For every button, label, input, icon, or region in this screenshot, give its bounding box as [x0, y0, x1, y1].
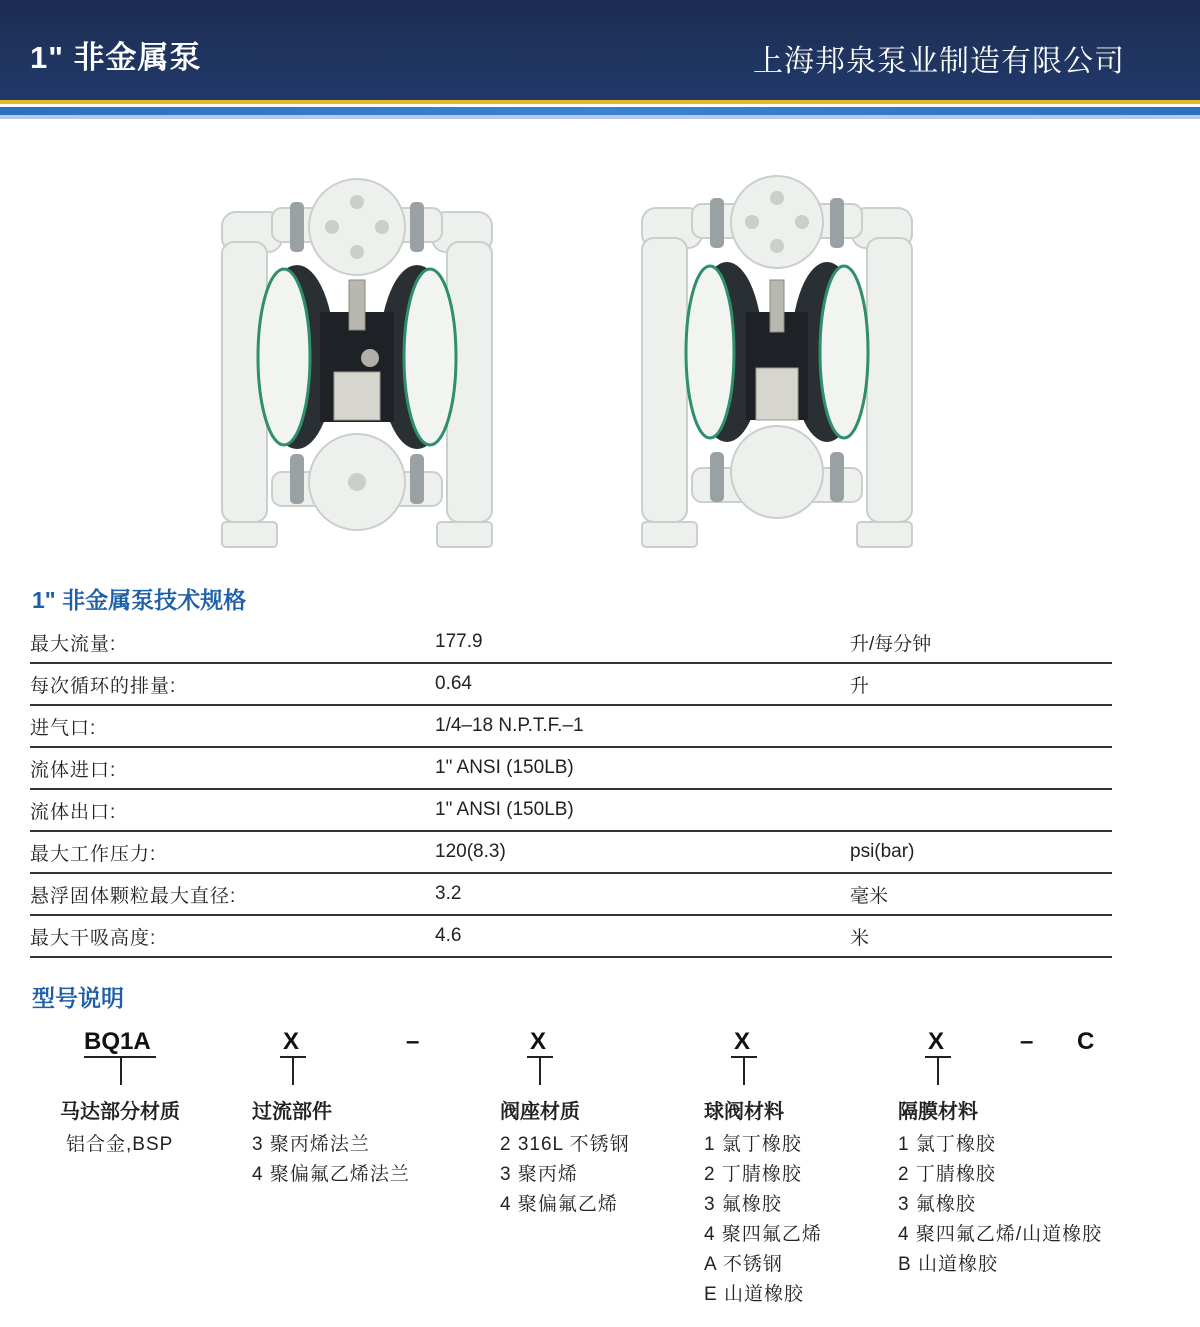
connector-line: [539, 1057, 541, 1085]
table-row: [30, 747, 1112, 789]
spec-label: 悬浮固体颗粒最大直径:: [30, 873, 435, 915]
connector-line: [120, 1057, 122, 1085]
list-item: 2 丁腈橡胶: [704, 1164, 802, 1185]
ball-valve-heading: 球阀材料: [704, 1101, 784, 1123]
company-name: 上海邦泉泵业制造有限公司: [753, 45, 1125, 78]
header-stripe-blue: [0, 107, 1200, 115]
table-row: [30, 789, 1112, 831]
spec-unit: [850, 705, 1112, 747]
list-item: 2 丁腈橡胶: [898, 1164, 996, 1185]
spec-value: 0.64: [435, 663, 850, 705]
spec-unit: psi(bar): [850, 831, 1112, 873]
list-item: 3 氟橡胶: [704, 1194, 782, 1215]
spec-unit: 升: [850, 663, 1112, 705]
model-code-x1: X: [283, 1028, 300, 1055]
spec-label: 最大干吸高度:: [30, 915, 435, 957]
header-title: 1" 非金属泵: [30, 40, 202, 75]
spec-label: 流体进口:: [30, 747, 435, 789]
spec-label: 流体出口:: [30, 789, 435, 831]
list-item: 4 聚偏氟乙烯: [500, 1194, 618, 1215]
connector-line: [292, 1057, 294, 1085]
valve-seat-heading: 阀座材质: [500, 1101, 580, 1123]
list-item: 3 聚丙烯法兰: [252, 1134, 370, 1155]
model-code-dash2: –: [1020, 1028, 1034, 1055]
diaphragm-heading: 隔膜材料: [898, 1101, 978, 1123]
table-row: [30, 663, 1112, 705]
model-code-x3: X: [734, 1028, 751, 1055]
spec-unit: 升/每分钟: [850, 622, 1112, 663]
diaphragm-options: [898, 1130, 1102, 1280]
list-item: 1 氯丁橡胶: [898, 1134, 996, 1155]
header-banner: [0, 0, 1200, 100]
model-code-x4: X: [928, 1028, 945, 1055]
valve-seat-options: [500, 1130, 630, 1220]
specs-title: 1" 非金属泵技术规格: [32, 587, 247, 613]
connector-line: [743, 1057, 745, 1085]
list-item: 2 316L 不锈钢: [500, 1134, 630, 1155]
motor-material-options: [66, 1130, 173, 1160]
spec-label: 最大工作压力:: [30, 831, 435, 873]
pump-image-front: [212, 172, 502, 552]
motor-material-heading: 马达部分材质: [60, 1101, 180, 1123]
spec-label: 进气口:: [30, 705, 435, 747]
header-stripe-light: [0, 115, 1200, 119]
model-code-prefix-bold: BQ: [84, 1028, 120, 1055]
list-item: 3 氟橡胶: [898, 1194, 976, 1215]
list-item: 4 聚四氟乙烯/山道橡胶: [898, 1224, 1103, 1245]
spec-unit: 米: [850, 915, 1112, 957]
spec-value: 1" ANSI (150LB): [435, 747, 850, 789]
model-title: 型号说明: [32, 985, 124, 1011]
spec-label: 最大流量:: [30, 622, 435, 663]
wetted-parts-heading: 过流部件: [252, 1101, 332, 1123]
list-item: 4 聚四氟乙烯: [704, 1224, 822, 1245]
list-item: A 不锈钢: [704, 1254, 783, 1275]
table-row: [30, 873, 1112, 915]
connector-line: [937, 1057, 939, 1085]
model-code-x2: X: [530, 1028, 547, 1055]
model-code-suffix: C: [1077, 1028, 1095, 1055]
spec-value: 177.9: [435, 622, 850, 663]
table-row: [30, 915, 1112, 957]
spec-value: 4.6: [435, 915, 850, 957]
spec-value: 3.2: [435, 873, 850, 915]
list-item: 3 聚丙烯: [500, 1164, 578, 1185]
spec-value: 120(8.3): [435, 831, 850, 873]
table-row: [30, 831, 1112, 873]
spec-value: 1" ANSI (150LB): [435, 789, 850, 831]
list-item: B 山道橡胶: [898, 1254, 998, 1275]
table-row: [30, 705, 1112, 747]
list-item: 铝合金,BSP: [66, 1134, 174, 1155]
spec-unit: [850, 789, 1112, 831]
model-code-prefix: [84, 1028, 151, 1056]
spec-value: 1/4–18 N.P.T.F.–1: [435, 705, 850, 747]
wetted-parts-options: [252, 1130, 410, 1190]
list-item: 4 聚偏氟乙烯法兰: [252, 1164, 410, 1185]
list-item: 1 氯丁橡胶: [704, 1134, 802, 1155]
model-code-dash1: –: [406, 1028, 420, 1055]
spec-label: 每次循环的排量:: [30, 663, 435, 705]
pump-image-angled: [632, 172, 922, 552]
model-code-prefix-rest: 1A: [120, 1028, 151, 1055]
ball-valve-options: [704, 1130, 822, 1310]
table-row: [30, 622, 1112, 663]
list-item: E 山道橡胶: [704, 1284, 804, 1305]
spec-unit: 毫米: [850, 873, 1112, 915]
spec-unit: [850, 747, 1112, 789]
specs-table: [30, 622, 1112, 958]
